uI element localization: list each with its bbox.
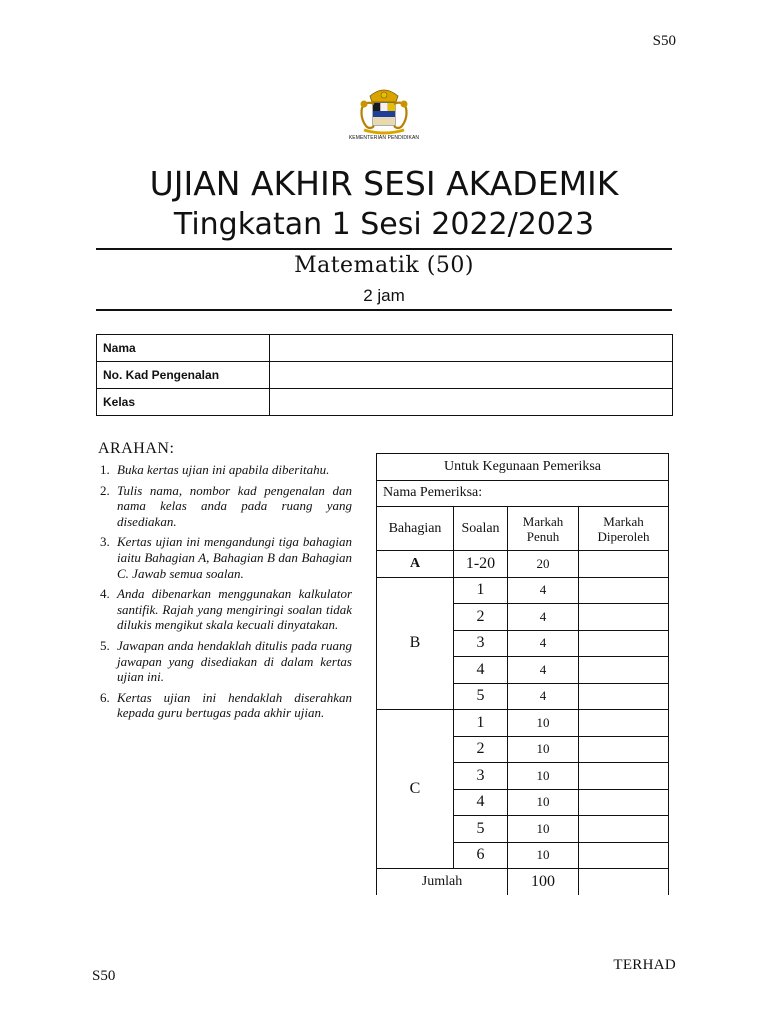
name-field[interactable]	[270, 335, 673, 362]
table-row	[377, 507, 669, 551]
list-item	[100, 483, 352, 530]
examiner-table	[376, 453, 669, 895]
class-label: Kelas	[97, 389, 270, 416]
item-number: 4.	[100, 586, 110, 602]
marks-obtained-cell[interactable]	[579, 789, 669, 816]
list-item	[100, 534, 352, 581]
item-number: 2.	[100, 482, 110, 498]
list-item	[100, 462, 352, 478]
exam-title: UJIAN AKHIR SESI AKADEMIK	[149, 164, 619, 203]
full-marks-cell: 10	[508, 842, 579, 869]
page-code-bottom: S50	[92, 968, 116, 984]
table-row	[377, 480, 669, 507]
item-text: Jawapan anda hendaklah ditulis pada ruang jawapan yang disediakan di dalam kertas ujian ini.	[117, 637, 352, 685]
question-cell: 3	[454, 630, 508, 657]
question-cell: 5	[454, 683, 508, 710]
list-item	[100, 586, 352, 633]
subject-title: Matematik (50)	[294, 253, 474, 278]
ic-number-field[interactable]	[270, 362, 673, 389]
table-row	[97, 389, 673, 416]
total-obtained-cell[interactable]	[579, 869, 669, 896]
total-marks: 100	[508, 869, 579, 896]
marks-obtained-cell[interactable]	[579, 657, 669, 684]
marks-obtained-cell[interactable]	[579, 763, 669, 790]
question-cell: 3	[454, 763, 508, 790]
item-text: Buka kertas ujian ini apabila diberitahu.	[117, 462, 330, 477]
full-marks-cell: 10	[508, 763, 579, 790]
item-text: Anda dibenarkan menggunakan kalkulator santifik. Rajah yang mengiringi soalan tidak dilukis mengikut skala kecuali dinyatakan.	[117, 586, 352, 633]
full-marks-cell: 10	[508, 816, 579, 843]
full-marks-cell: 10	[508, 736, 579, 763]
total-label: Jumlah	[377, 869, 508, 896]
instructions-title: ARAHAN:	[98, 440, 175, 457]
question-cell: 6	[454, 842, 508, 869]
full-marks-cell: 4	[508, 683, 579, 710]
instructions-list	[100, 462, 352, 726]
list-item	[100, 638, 352, 685]
table-row	[377, 710, 669, 737]
student-info-table	[96, 334, 673, 416]
col-header-section: Bahagian	[377, 507, 454, 551]
item-text: Tulis nama, nombor kad pengenalan dan nama kelas anda pada ruang yang disediakan.	[117, 482, 352, 529]
divider	[96, 248, 672, 250]
table-row	[377, 869, 669, 896]
question-cell: 2	[454, 604, 508, 631]
full-marks-cell: 10	[508, 789, 579, 816]
item-number: 3.	[100, 534, 110, 550]
question-cell: 1	[454, 577, 508, 604]
table-row	[97, 335, 673, 362]
section-a-label: A	[377, 551, 454, 578]
item-number: 1.	[100, 462, 110, 477]
marks-obtained-cell[interactable]	[579, 551, 669, 578]
question-cell: 4	[454, 789, 508, 816]
full-marks-cell: 4	[508, 657, 579, 684]
restricted-label: TERHAD	[613, 957, 676, 973]
marks-obtained-cell[interactable]	[579, 816, 669, 843]
item-number: 6.	[100, 689, 110, 705]
ic-number-label: No. Kad Pengenalan	[97, 362, 270, 389]
section-c-label: C	[377, 710, 454, 869]
full-marks-cell: 4	[508, 577, 579, 604]
question-cell: 4	[454, 657, 508, 684]
marks-obtained-cell[interactable]	[579, 683, 669, 710]
question-cell: 1-20	[454, 551, 508, 578]
page-code-top: S50	[652, 33, 676, 49]
table-row	[377, 454, 669, 481]
question-cell: 5	[454, 816, 508, 843]
table-row	[377, 551, 669, 578]
exam-subtitle: Tingkatan 1 Sesi 2022/2023	[173, 207, 595, 242]
item-number: 5.	[100, 637, 110, 653]
col-header-full-marks: Markah Penuh	[508, 507, 579, 551]
col-header-marks-obtained: Markah Diperoleh	[579, 507, 669, 551]
full-marks-cell: 20	[508, 551, 579, 578]
full-marks-cell: 4	[508, 630, 579, 657]
marks-obtained-cell[interactable]	[579, 577, 669, 604]
name-label: Nama	[97, 335, 270, 362]
divider	[96, 309, 672, 311]
full-marks-cell: 10	[508, 710, 579, 737]
marks-obtained-cell[interactable]	[579, 842, 669, 869]
marks-obtained-cell[interactable]	[579, 736, 669, 763]
col-header-question: Soalan	[454, 507, 508, 551]
table-row	[377, 577, 669, 604]
marks-obtained-cell[interactable]	[579, 604, 669, 631]
exam-duration: 2 jam	[363, 286, 405, 305]
examiner-name-label: Nama Pemeriksa:	[377, 480, 669, 507]
marks-obtained-cell[interactable]	[579, 630, 669, 657]
class-field[interactable]	[270, 389, 673, 416]
examiner-heading: Untuk Kegunaan Pemeriksa	[377, 454, 669, 481]
section-b-label: B	[377, 577, 454, 710]
logo-caption: KEMENTERIAN PENDIDIKAN	[348, 135, 420, 141]
question-cell: 1	[454, 710, 508, 737]
question-cell: 2	[454, 736, 508, 763]
marks-obtained-cell[interactable]	[579, 710, 669, 737]
full-marks-cell: 4	[508, 604, 579, 631]
table-row	[97, 362, 673, 389]
item-text: Kertas ujian ini mengandungi tiga bahagian iaitu Bahagian A, Bahagian B dan Bahagian C. Jawab semua soalan.	[117, 534, 352, 581]
list-item	[100, 690, 352, 721]
item-text: Kertas ujian ini hendaklah diserahkan kepada guru bertugas pada akhir ujian.	[117, 689, 352, 721]
